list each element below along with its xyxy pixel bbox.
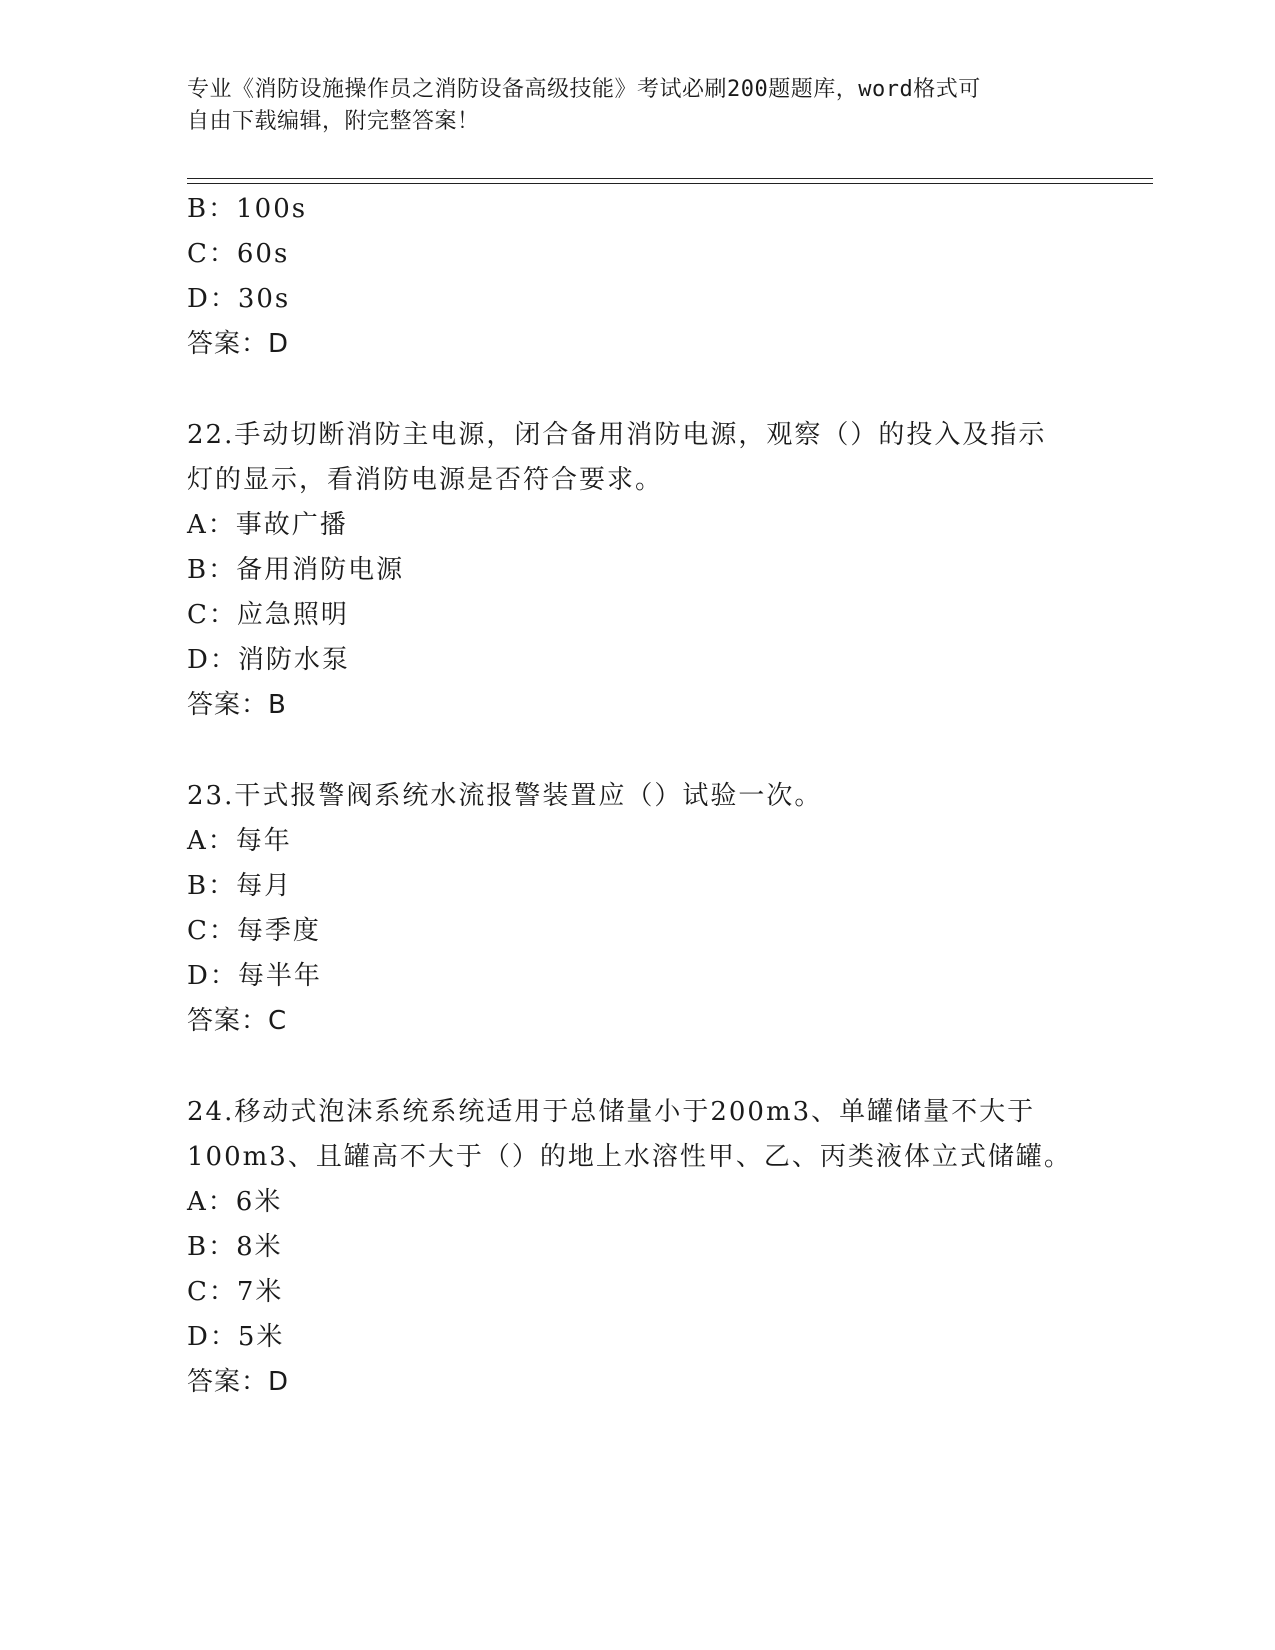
question-stem: 24.移动式泡沫系统系统适用于总储量小于200m3、单罐储量不大于 xyxy=(187,1097,1036,1127)
header-divider-bottom xyxy=(187,183,1153,184)
option-c: C：应急照明 xyxy=(187,600,349,630)
option-d: D：30s xyxy=(187,284,291,314)
option-a: A：6米 xyxy=(187,1187,283,1217)
question-stem: 22.手动切断消防主电源，闭合备用消防电源，观察（）的投入及指示 xyxy=(187,420,1047,450)
page-header xyxy=(187,74,1067,138)
option-d: D：5米 xyxy=(187,1322,285,1352)
option-b: B：每月 xyxy=(187,871,293,901)
question-stem-continued: 100m3、且罐高不大于（）的地上水溶性甲、乙、丙类液体立式储罐。 xyxy=(187,1142,1072,1172)
answer-line: 答案：C xyxy=(187,1006,288,1036)
option-d: D：每半年 xyxy=(187,961,322,991)
header-line-2: 自由下载编辑，附完整答案！ xyxy=(187,109,480,134)
question-stem: 23.干式报警阀系统水流报警装置应（）试验一次。 xyxy=(187,781,823,811)
answer-line: 答案：D xyxy=(187,329,290,359)
answer-line: 答案：D xyxy=(187,1367,290,1397)
header-divider-top xyxy=(187,178,1153,179)
option-b: B：8米 xyxy=(187,1232,283,1262)
option-b: B：100s xyxy=(187,194,308,224)
answer-line: 答案：B xyxy=(187,690,287,720)
option-c: C：每季度 xyxy=(187,916,321,946)
option-c: C：7米 xyxy=(187,1277,284,1307)
option-c: C：60s xyxy=(187,239,290,269)
option-b: B：备用消防电源 xyxy=(187,555,405,585)
question-stem-continued: 灯的显示，看消防电源是否符合要求。 xyxy=(187,465,664,495)
header-line-1: 专业《消防设施操作员之消防设备高级技能》考试必刷200题题库，word格式可 xyxy=(187,77,981,102)
option-d: D：消防水泵 xyxy=(187,645,350,675)
option-a: A：每年 xyxy=(187,826,292,856)
option-a: A：事故广播 xyxy=(187,510,348,540)
